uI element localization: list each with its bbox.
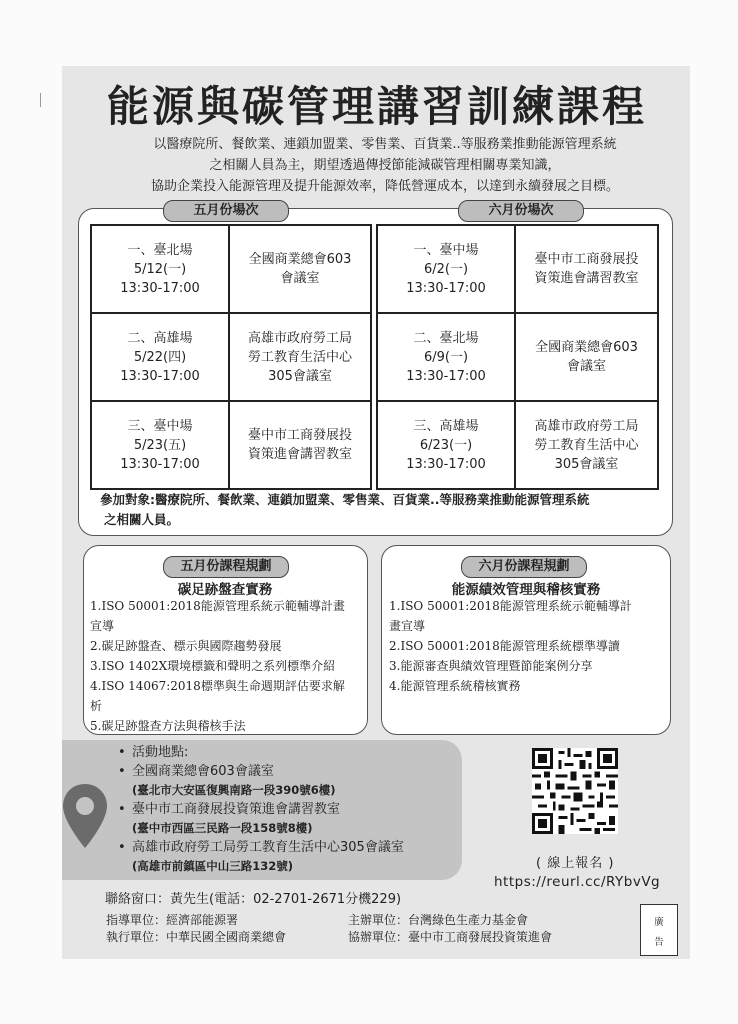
june-schedule-table xyxy=(376,224,659,490)
guide-unit: 指導單位：經濟部能源署 xyxy=(106,913,239,927)
host-unit: 主辦單位：台灣綠色生產力基金會 xyxy=(348,913,529,927)
venue-list xyxy=(118,743,468,876)
audience-text: 參加對象:醫療院所、餐飲業、連鎖加盟業、零售業、百貨業..等服務業推動能源管理系統 之相關人員。 xyxy=(100,492,590,527)
session-time-cell: 二、高雄場 5/22(四) 13:30-17:00 xyxy=(91,313,229,401)
venue-item: • 臺中市工商發展投資策進會講習教室 xyxy=(118,802,341,817)
session-time-cell: 三、高雄場 6/23(一) 13:30-17:00 xyxy=(377,401,515,489)
may-course-title: 碳足跡盤查實務 xyxy=(177,582,273,598)
list-item: 4.能源管理系統稽核實務 xyxy=(389,679,521,693)
session-time-cell: 一、臺中場 6/2(一) 13:30-17:00 xyxy=(377,225,515,313)
page-title: 能源與碳管理講習訓練課程 xyxy=(106,82,647,131)
june-course-label: 六月份課程規劃 xyxy=(461,556,587,578)
list-item: 宣導 xyxy=(90,619,115,633)
co-unit: 協辦單位：臺中市工商發展投資策進會 xyxy=(348,930,553,944)
list-item: 4.ISO 14067:2018標準與生命週期評估要求解 xyxy=(90,679,345,693)
session-venue-cell: 全國商業總會603 會議室 xyxy=(229,225,371,313)
registration-link[interactable]: https://reurl.cc/RYbvVg xyxy=(494,874,661,890)
registration-label: ( 線上報名 ) xyxy=(536,856,615,871)
table-row xyxy=(377,313,658,401)
venue-address: (臺中市西區三民路一段158號8樓) xyxy=(132,821,313,835)
list-item: 析 xyxy=(90,699,103,713)
contact-info: 聯絡窗口：黃先生(電話：02-2701-2671分機229) xyxy=(105,892,402,907)
table-row xyxy=(91,401,371,489)
venue-item: • 高雄市政府勞工局勞工教育生活中心305會議室 xyxy=(118,840,404,855)
session-venue-cell: 臺中市工商發展投 資策進會講習教室 xyxy=(515,225,658,313)
june-sessions-label: 六月份場次 xyxy=(458,200,584,222)
venue-heading: • 活動地點: xyxy=(118,745,189,760)
session-venue-cell: 臺中市工商發展投 資策進會講習教室 xyxy=(229,401,371,489)
june-course-title: 能源績效管理與稽核實務 xyxy=(451,582,601,598)
session-venue-cell: 高雄市政府勞工局 勞工教育生活中心 305會議室 xyxy=(229,313,371,401)
may-sessions-label: 五月份場次 xyxy=(163,200,289,222)
table-row xyxy=(91,313,371,401)
session-time-cell: 一、臺北場 5/12(一) 13:30-17:00 xyxy=(91,225,229,313)
venue-address: (臺北市大安區復興南路一段390號6樓) xyxy=(132,783,336,797)
list-item: 畫宣導 xyxy=(389,619,426,633)
list-item: 5.碳足跡盤查方法與稽核手法 xyxy=(90,719,246,733)
list-item: 2.碳足跡盤查、標示與國際趨勢發展 xyxy=(90,639,282,653)
exec-unit: 執行單位：中華民國全國商業總會 xyxy=(106,930,287,944)
session-time-cell: 三、臺中場 5/23(五) 13:30-17:00 xyxy=(91,401,229,489)
session-time-cell: 二、臺北場 6/9(一) 13:30-17:00 xyxy=(377,313,515,401)
location-pin-icon xyxy=(60,782,110,850)
list-item: 2.ISO 50001:2018能源管理系統標準導讀 xyxy=(389,639,620,653)
qr-code-icon[interactable] xyxy=(532,748,618,834)
list-item: 3.能源審查與績效管理暨節能案例分享 xyxy=(389,659,593,673)
may-course-label: 五月份課程規劃 xyxy=(163,556,289,578)
intro-text: 以醫療院所、餐飲業、連鎖加盟業、零售業、百貨業..等服務業推動能源管理系統 之相關人員為主，期望透過傳授節能減碳管理相關專業知識， 協助企業投入能源管理及提升能源效率，降低營運成本，以達到永續發展之目標。 xyxy=(150,137,619,194)
may-course-list xyxy=(90,596,362,736)
may-schedule-table xyxy=(90,224,372,490)
venue-item: • 全國商業總會603會議室 xyxy=(118,764,274,779)
venue-address: (高雄市前鎮區中山三路132號) xyxy=(132,859,294,873)
table-row xyxy=(91,225,371,313)
session-venue-cell: 高雄市政府勞工局 勞工教育生活中心 305會議室 xyxy=(515,401,658,489)
table-row xyxy=(377,401,658,489)
scan-mark xyxy=(40,93,45,107)
list-item: 1.ISO 50001:2018能源管理系統示範輔導計畫 xyxy=(90,599,345,613)
list-item: 3.ISO 1402X環境標籤和聲明之系列標準介紹 xyxy=(90,659,336,673)
table-row xyxy=(377,225,658,313)
june-course-list xyxy=(389,596,665,696)
ad-stamp: 廣 告 xyxy=(640,904,678,956)
session-venue-cell: 全國商業總會603 會議室 xyxy=(515,313,658,401)
list-item: 1.ISO 50001:2018能源管理系統示範輔導計 xyxy=(389,599,632,613)
